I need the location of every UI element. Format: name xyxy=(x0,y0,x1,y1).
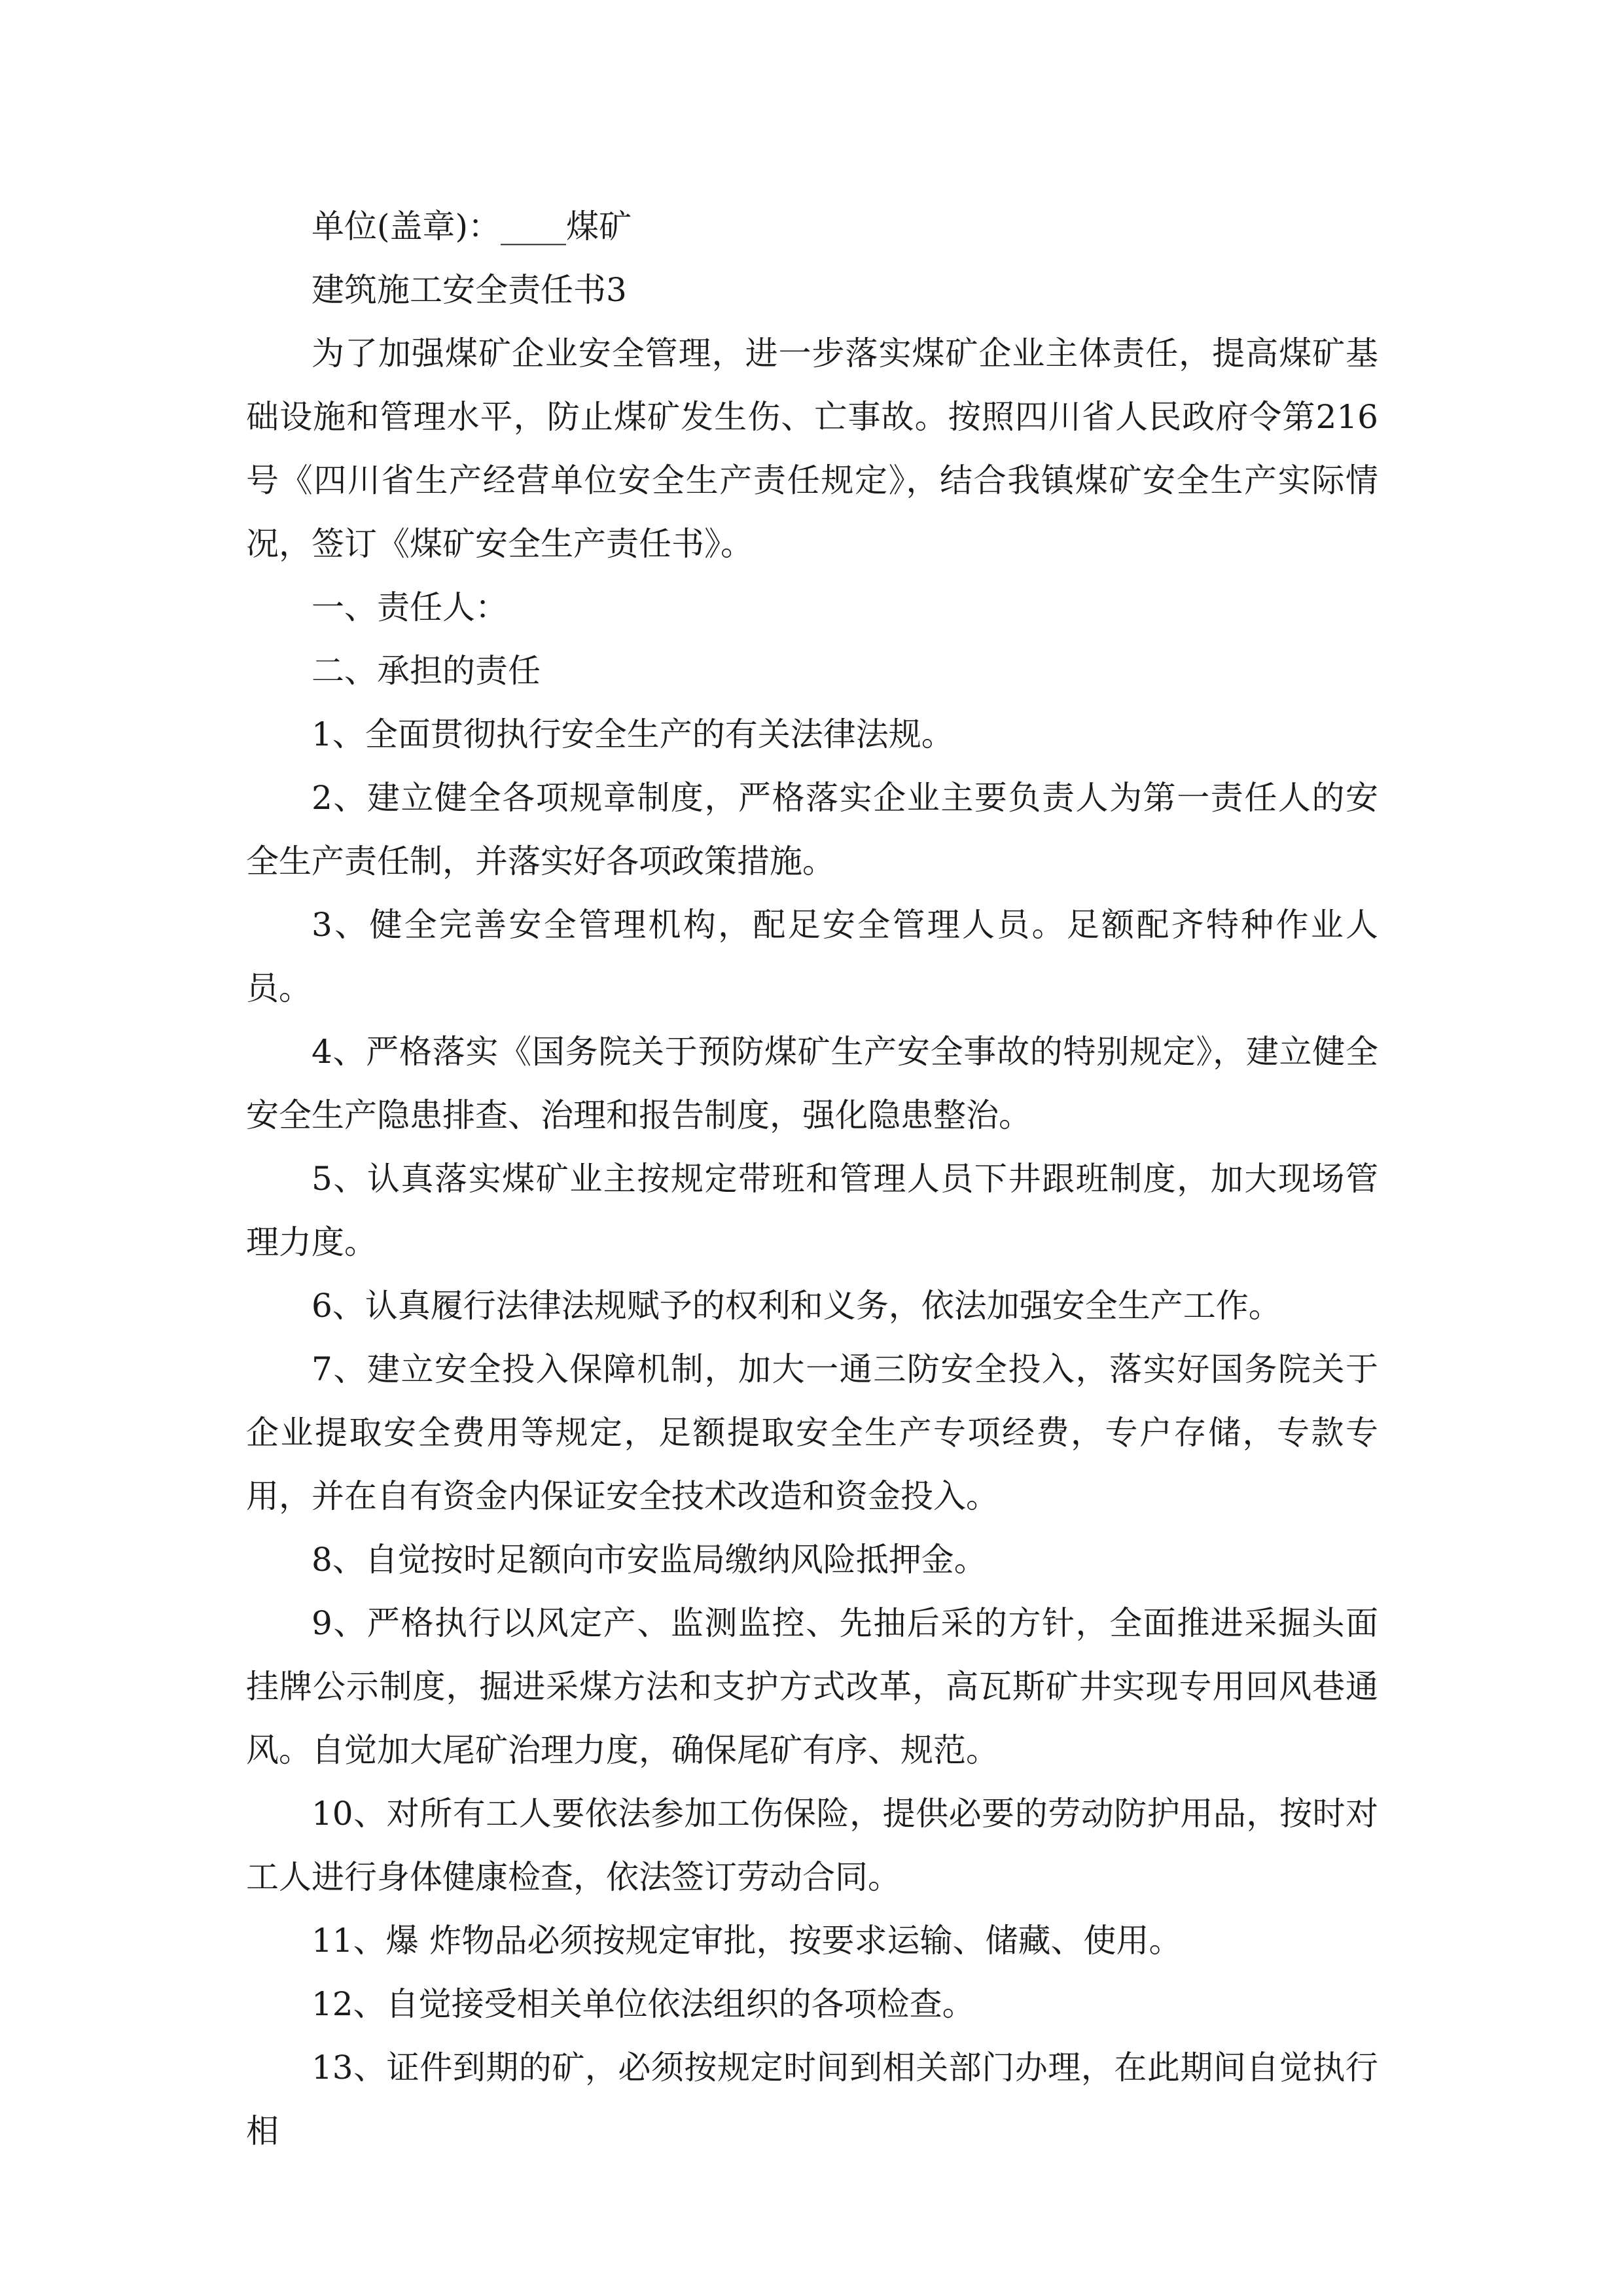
intro-paragraph: 为了加强煤矿企业安全管理，进一步落实煤矿企业主体责任，提高煤矿基础设施和管理水平，防止煤矿发生伤、亡事故。按照四川省人民政府令第216号《四川省生产经营单位安全生产责任规定》，结合我镇煤矿安全生产实际情况，签订《煤矿安全生产责任书》。 xyxy=(246,334,1378,563)
responsibility-item-1: 1、全面贯彻执行安全生产的有关法律法规。 xyxy=(312,715,954,753)
responsibility-item-8: 8、自觉按时足额向市安监局缴纳风险抵押金。 xyxy=(312,1541,987,1579)
responsibility-item-7: 7、建立安全投入保障机制，加大一通三防安全投入，落实好国务院关于企业提取安全费用等规定，足额提取安全生产专项经费，专户存储，专款专用，并在自有资金内保证安全技术改造和资金投入。 xyxy=(246,1350,1378,1515)
responsibility-item-5: 5、认真落实煤矿业主按规定带班和管理人员下井跟班制度，加大现场管理力度。 xyxy=(246,1160,1378,1261)
document-title: 建筑施工安全责任书3 xyxy=(312,271,627,309)
responsibility-item-6: 6、认真履行法律法规赋予的权利和义务，依法加强安全生产工作。 xyxy=(312,1287,1281,1325)
header-line: 单位(盖章)：____煤矿 xyxy=(312,207,632,245)
section-heading-2: 二、承担的责任 xyxy=(312,652,541,690)
document-body xyxy=(246,195,1378,2163)
responsibility-item-10: 10、对所有工人要依法参加工伤保险，提供必要的劳动防护用品，按时对工人进行身体健康检查，依法签订劳动合同。 xyxy=(246,1795,1378,1896)
responsibility-item-11: 11、爆 炸物品必须按规定审批，按要求运输、储藏、使用。 xyxy=(312,1922,1182,1960)
responsibility-item-2: 2、建立健全各项规章制度，严格落实企业主要负责人为第一责任人的安全生产责任制，并落实好各项政策措施。 xyxy=(246,779,1378,880)
responsibility-item-13: 13、证件到期的矿，必须按规定时间到相关部门办理，在此期间自觉执行相 xyxy=(246,2049,1378,2150)
responsibility-item-9: 9、严格执行以风定产、监测监控、先抽后采的方针，全面推进采掘头面挂牌公示制度，掘进采煤方法和支护方式改革，高瓦斯矿井实现专用回风巷通风。自觉加大尾矿治理力度，确保尾矿有序、规范。 xyxy=(246,1604,1378,1769)
responsibility-item-4: 4、严格落实《国务院关于预防煤矿生产安全事故的特别规定》，建立健全安全生产隐患排查、治理和报告制度，强化隐患整治。 xyxy=(246,1033,1378,1134)
responsibility-item-3: 3、健全完善安全管理机构，配足安全管理人员。足额配齐特种作业人员。 xyxy=(246,906,1378,1007)
section-heading-1: 一、责任人： xyxy=(312,588,508,626)
responsibility-item-12: 12、自觉接受相关单位依法组织的各项检查。 xyxy=(312,1985,975,2023)
